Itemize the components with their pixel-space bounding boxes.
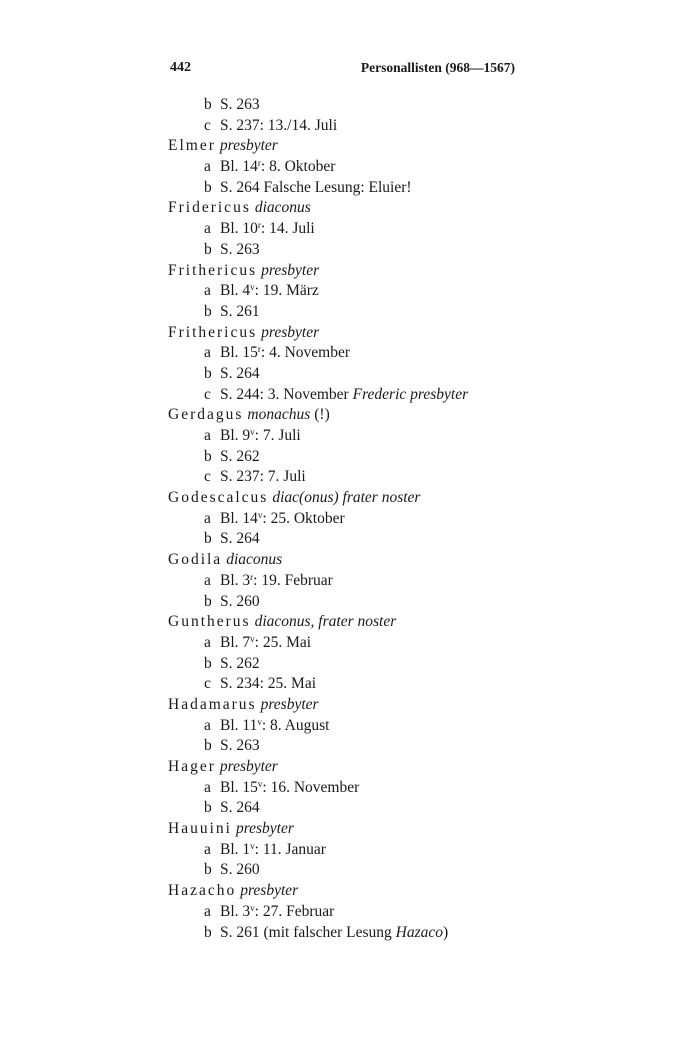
entry-heading <box>168 881 588 902</box>
reference-text: : 25. Mai <box>254 633 312 651</box>
entry-heading <box>168 136 588 157</box>
reference-text: S. 261 (mit falscher Lesung <box>220 923 392 941</box>
source-reference <box>168 778 588 799</box>
source-letter: b <box>204 302 212 320</box>
person-role: presbyter <box>261 323 320 341</box>
source-reference <box>168 302 588 323</box>
reference-text: : 27. Februar <box>254 902 335 920</box>
folio-reference: Bl. 3 <box>220 571 251 589</box>
page-number: 442 <box>170 60 191 75</box>
source-reference <box>168 281 588 302</box>
personnel-list <box>168 95 588 943</box>
source-reference <box>168 95 588 116</box>
folio-side: r <box>257 344 261 355</box>
folio-reference: Bl. 9 <box>220 427 251 444</box>
page-header <box>170 60 515 80</box>
source-letter: a <box>204 840 211 858</box>
folio-reference: Bl. 14 <box>220 509 258 527</box>
person-role: diaconus, frater noster <box>254 613 397 631</box>
source-letter: a <box>204 220 211 238</box>
reference-text: : 8. Oktober <box>260 158 336 176</box>
folio-reference: Bl. 14 <box>220 158 258 176</box>
entry-heading <box>168 261 588 282</box>
person-name: Elmer <box>168 137 216 155</box>
person-name: Frithericus <box>168 261 258 279</box>
source-reference <box>168 426 588 447</box>
folio-side: v <box>257 778 263 789</box>
reference-text: S. 237: 7. Juli <box>220 468 306 486</box>
source-letter: b <box>204 799 212 817</box>
reference-text: : 8. August <box>261 716 330 734</box>
reference-text: : 14. Juli <box>260 220 315 238</box>
source-letter: c <box>204 116 211 134</box>
folio-reference: Bl. 3 <box>220 902 251 920</box>
entry-heading <box>168 323 588 344</box>
source-letter: b <box>204 592 212 610</box>
reference-text: S. 263 <box>220 240 260 258</box>
reference-text: S. 237: 13./14. Juli <box>220 116 338 134</box>
source-reference <box>168 592 588 613</box>
entry-heading <box>168 198 588 219</box>
reference-text: S. 264 <box>220 364 260 382</box>
source-letter: a <box>204 778 211 796</box>
entry-heading <box>168 550 588 571</box>
source-reference <box>168 447 588 468</box>
person-name: Hadamarus <box>168 695 257 713</box>
source-reference <box>168 157 588 178</box>
folio-side: v <box>250 427 255 437</box>
source-letter: b <box>204 240 212 258</box>
source-reference <box>168 116 588 137</box>
italic-reading: Frederic presbyter <box>352 385 469 403</box>
person-role: presbyter <box>240 882 299 900</box>
person-role: presbyter <box>219 758 278 775</box>
folio-reference: Bl. 7 <box>220 633 251 651</box>
folio-reference: Bl. 10 <box>220 220 258 238</box>
reference-text: S. 260 <box>220 592 260 610</box>
italic-reading: Hazaco <box>395 923 443 941</box>
person-role: diac(onus) frater noster <box>272 489 421 507</box>
closing-paren: ) <box>443 923 449 941</box>
source-reference <box>168 736 588 757</box>
person-role: presbyter <box>260 695 319 713</box>
folio-reference: Bl. 4 <box>220 282 251 300</box>
reference-text: S. 264 <box>220 799 260 817</box>
person-name: Hauuini <box>168 820 232 838</box>
folio-side: v <box>250 633 255 644</box>
source-letter: b <box>204 96 212 113</box>
source-letter: a <box>204 344 211 362</box>
person-role: diaconus <box>254 199 311 217</box>
entry-heading <box>168 695 588 716</box>
person-name: Guntherus <box>168 613 251 631</box>
source-letter: b <box>204 447 212 465</box>
folio-side: v <box>250 902 255 913</box>
source-letter: a <box>204 509 211 527</box>
entry-heading <box>168 612 588 633</box>
reference-text: S. 262 <box>220 447 260 465</box>
person-role: diaconus <box>226 551 283 569</box>
reference-text: S. 264 Falsche Lesung: Eluier! <box>220 178 412 196</box>
reference-text: : 4. November <box>260 344 351 362</box>
reference-text: S. 260 <box>220 861 260 879</box>
person-name: Gerdagus <box>168 406 244 424</box>
source-letter: a <box>204 282 211 300</box>
entry-heading <box>168 757 588 778</box>
reference-text: S. 244: 3. November <box>220 385 349 403</box>
source-letter: c <box>204 385 211 403</box>
source-letter: a <box>204 571 211 589</box>
source-letter: b <box>204 923 212 941</box>
source-reference <box>168 716 588 737</box>
source-letter: b <box>204 364 212 382</box>
source-letter: a <box>204 158 211 176</box>
folio-reference: Bl. 11 <box>220 716 258 734</box>
source-reference <box>168 902 588 923</box>
folio-side: v <box>257 509 263 520</box>
reference-text: S. 234: 25. Mai <box>220 675 317 693</box>
source-reference <box>168 219 588 240</box>
source-letter: a <box>204 427 211 444</box>
person-role: monachus <box>247 406 311 424</box>
folio-side: v <box>250 282 255 293</box>
source-letter: b <box>204 178 212 196</box>
reference-text: : 19. Februar <box>253 571 333 589</box>
folio-reference: Bl. 15 <box>220 778 258 796</box>
source-reference <box>168 385 588 406</box>
source-letter: a <box>204 902 211 920</box>
source-letter: c <box>204 468 211 486</box>
source-reference <box>168 654 588 675</box>
folio-side: r <box>250 571 254 582</box>
reference-text: S. 261 <box>220 302 260 320</box>
source-reference <box>168 923 588 944</box>
running-title: Personallisten (968—1567) <box>360 60 515 75</box>
source-reference <box>168 860 588 881</box>
entry-heading <box>168 405 588 426</box>
folio-reference: Bl. 1 <box>220 840 251 858</box>
folio-side: r <box>257 158 261 169</box>
source-reference <box>168 840 588 861</box>
reference-text: : 19. März <box>254 282 319 300</box>
folio-reference: Bl. 15 <box>220 344 258 362</box>
person-name: Hager <box>168 758 216 775</box>
source-reference <box>168 529 588 550</box>
entry-note: (!) <box>314 406 330 424</box>
folio-side: v <box>250 840 255 851</box>
source-letter: b <box>204 530 212 548</box>
person-name: Hazacho <box>168 882 237 900</box>
source-letter: a <box>204 716 211 734</box>
reference-text: S. 262 <box>220 654 260 672</box>
person-name: Godila <box>168 551 223 569</box>
folio-side: r <box>257 220 261 231</box>
person-role: presbyter <box>261 261 320 279</box>
source-reference <box>168 571 588 592</box>
entry-heading <box>168 819 588 840</box>
reference-text: : 16. November <box>262 778 360 796</box>
source-reference <box>168 467 588 488</box>
source-letter: b <box>204 737 212 755</box>
folio-side: v <box>257 716 262 727</box>
source-reference <box>168 509 588 530</box>
source-reference <box>168 364 588 385</box>
entry-heading <box>168 488 588 509</box>
reference-text: S. 263 <box>220 96 260 113</box>
reference-text: : 7. Juli <box>254 427 301 444</box>
source-reference <box>168 633 588 654</box>
person-name: Frithericus <box>168 323 258 341</box>
reference-text: : 25. Oktober <box>262 509 345 527</box>
person-role: presbyter <box>219 137 278 155</box>
person-name: Godescalcus <box>168 489 269 507</box>
source-letter: b <box>204 654 212 672</box>
reference-text: : 11. Januar <box>254 840 326 858</box>
source-letter: b <box>204 861 212 879</box>
source-reference <box>168 798 588 819</box>
reference-text: S. 264 <box>220 530 260 548</box>
source-reference <box>168 674 588 695</box>
source-reference <box>168 178 588 199</box>
person-name: Fridericus <box>168 199 251 217</box>
source-letter: a <box>204 633 211 651</box>
source-reference <box>168 343 588 364</box>
source-letter: c <box>204 675 211 693</box>
source-reference <box>168 240 588 261</box>
reference-text: S. 263 <box>220 737 260 755</box>
person-role: presbyter <box>235 820 294 838</box>
